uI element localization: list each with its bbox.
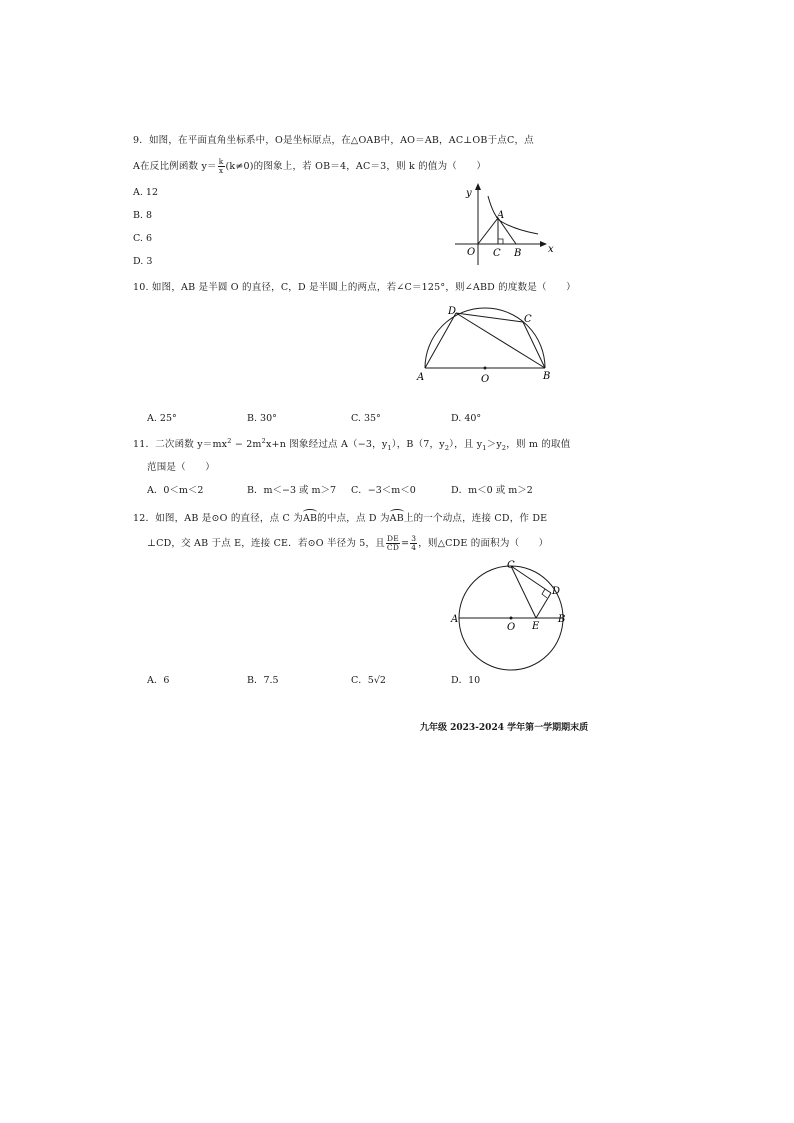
q9-line2-pre: A在反比例函数 y＝ [133,161,217,172]
q9-frac-num: k [218,157,224,166]
q9-label-x: x [548,244,554,255]
q10-option-b: B. 30° [247,413,277,424]
q10-stem: 10. 如图，AB 是半圆 O 的直径，C，D 是半圆上的两点，若∠C＝125°，则∠ABD 的度数是（ ） [133,282,576,293]
q12-label-e: E [532,621,540,632]
q10-chord-ad [425,313,456,368]
q10-center-dot [484,367,487,370]
q12-segment-de [536,593,551,618]
q10-figure [412,300,562,386]
q12-option-b: B．7.5 [247,675,279,686]
q10-label-d: D [448,306,457,317]
q11-stem-mid4: ），且 y [449,439,483,450]
q9-label-b: B [514,248,522,259]
q9-figure [450,180,560,270]
q11-option-c: C．−3＜m＜0 [351,485,416,496]
q9-right-angle [498,239,503,244]
q11-line2: 范围是（ ） [147,462,215,473]
q12-fraction-3-4 [410,535,417,552]
q12-frac-den: CD [386,543,400,552]
q12-option-c: C．5√2 [351,675,386,686]
q9-triangle [478,218,516,244]
q11-sup-1: 2 [227,436,232,445]
q11-sub-2b: 2 [501,443,507,452]
q9-line2-post: (k≠0)的图象上，若 OB＝4，AC＝3，则 k 的值为（ ） [225,161,487,172]
q9-option-a: A. 12 [133,187,158,198]
q11-sub-1b: 1 [482,443,487,452]
q11-stem-mid3: ），B（7，y [391,439,445,450]
q12-center-dot [510,617,513,620]
q11-option-b: B．m＜−3 或 m＞7 [247,485,337,496]
q12-line2-post: ，则△CDE 的面积为（ ） [418,538,549,549]
q12-eq: = [401,538,410,549]
q10-label-b: B [543,371,551,382]
q9-fraction [218,158,225,175]
q9-option-b: B. 8 [133,210,153,221]
q11-stem-post: ，则 m 的取值 [506,439,571,450]
q12-arc-ab-1: AB [302,513,318,524]
q10-option-a: A. 25° [147,413,177,424]
page-footer: 九年级 2023-2024 学年第一学期期末质 [420,723,589,733]
q9-line2 [133,158,486,175]
q11-option-d: D．m＜0 或 m＞2 [451,485,533,496]
q11-line1 [133,436,570,452]
q9-hyperbola [488,196,538,234]
q11-stem-mid2: x+n 图象经过点 A（−3，y [266,439,388,450]
q12-label-b: B [558,614,566,625]
q9-x-arrow [540,241,547,247]
q9-frac-den: x [218,166,224,175]
q12-line1-mid: 的中点，点 D 为 [317,513,390,524]
q11-sub-1a: 1 [387,443,392,452]
q12-arc-ab-2: AB [389,513,404,524]
q12-frac2-num: 3 [411,534,417,543]
q11-sup-2: 2 [261,436,266,445]
q10-option-d: D. 40° [451,413,482,424]
q11-sub-2a: 2 [444,443,450,452]
q10-label-a: A [417,372,425,383]
q9-option-c: C. 6 [133,233,153,244]
q9-y-arrow [475,183,481,190]
q12-line1-post: 上的一个动点，连接 CD，作 DE [403,513,548,524]
q12-option-a: A．6 [147,675,170,686]
q12-line2-pre: ⊥CD，交 AB 于点 E，连接 CE．若⊙O 半径为 5，且 [147,538,385,549]
q12-label-o: O [507,622,516,633]
q12-frac-num: DE [387,534,399,543]
q12-segment-ce [511,566,536,618]
q12-line2 [147,535,548,552]
q9-line1: 9．如图，在平面直角坐标系中，O是坐标原点，在△OAB中，AO＝AB，AC⊥OB于点C，点 [133,135,534,146]
q11-stem-mid5: ＞y [486,439,502,450]
q12-option-d: D．10 [451,675,481,686]
q9-label-y: y [466,188,472,199]
q12-line1 [133,510,547,524]
q10-label-o: O [481,374,490,385]
q11-option-a: A．0＜m＜2 [147,485,204,496]
q11-stem-mid: − 2m [231,439,262,450]
q12-line1-pre: 12．如图，AB 是⊙O 的直径，点 C 为 [133,513,303,524]
q12-frac2-den: 4 [411,543,417,552]
q11-stem-pre: 11．二次函数 y＝mx [133,439,228,450]
q9-label-o: O [467,247,476,258]
q12-label-a: A [451,614,459,625]
q12-fraction-de-cd [386,535,400,552]
q12-figure [448,556,574,674]
q9-label-a: A [497,210,505,221]
q10-option-c: C. 35° [351,413,381,424]
q10-label-c: C [524,314,532,325]
q12-label-d: D [552,586,561,597]
q12-label-c: C [507,560,515,571]
q9-option-d: D. 3 [133,256,153,267]
q9-label-c: C [493,248,501,259]
